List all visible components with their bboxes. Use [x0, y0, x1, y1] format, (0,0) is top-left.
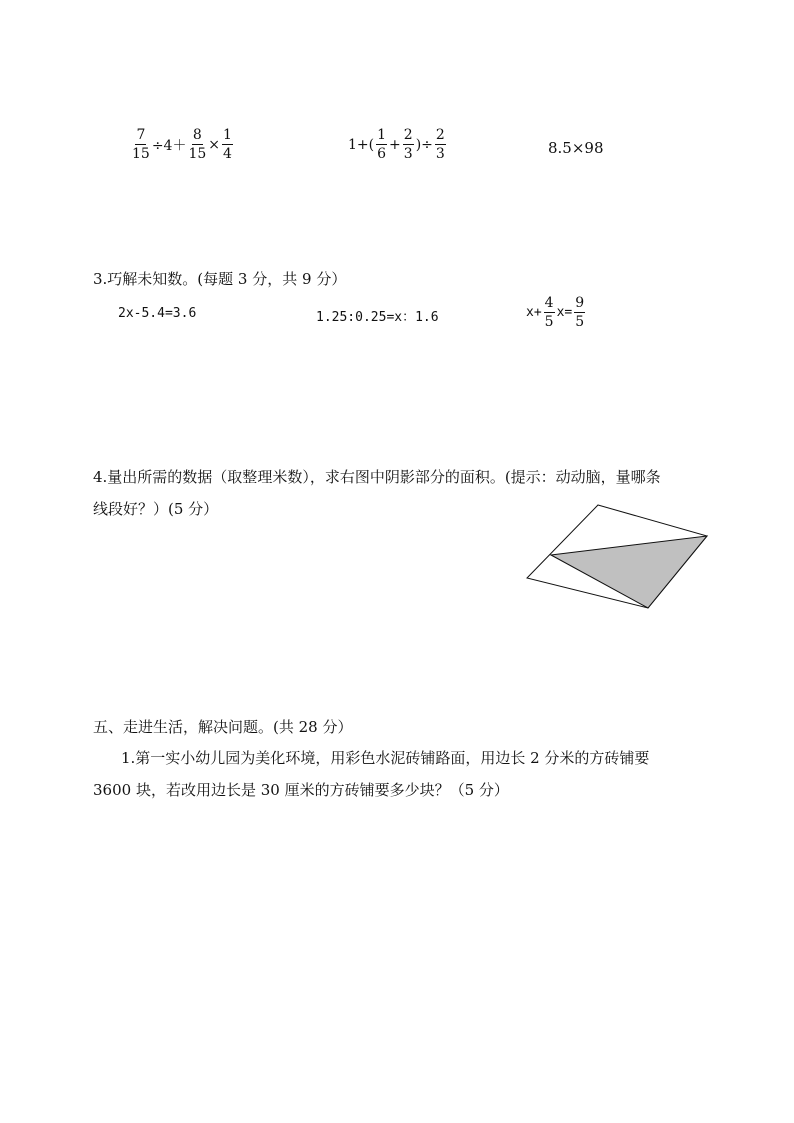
- operator: )÷: [415, 136, 433, 153]
- question-1-line-2: 3600 块，若改用边长是 30 厘米的方砖铺要多少块？（5 分）: [93, 781, 509, 799]
- expression-2: [348, 128, 448, 161]
- question-1-line-1: 1.第一实小幼儿园为美化环境，用彩色水泥砖铺路面，用边长 2 分米的方砖铺要: [121, 749, 650, 767]
- equation-3: [526, 296, 587, 329]
- fraction: $\frac{4}{5}$: [544, 295, 554, 330]
- operator: 1+(: [348, 136, 375, 153]
- fraction: $\frac{1}{6}$: [377, 127, 387, 162]
- fraction: $\frac{1}{4}$: [223, 127, 232, 162]
- operator: ×: [208, 136, 221, 153]
- equation-1: 2x-5.4=3.6: [118, 306, 197, 321]
- expression-3: 8.5×98: [548, 139, 604, 157]
- expression-1: [130, 128, 235, 161]
- operator: x=: [556, 305, 573, 320]
- operator: ÷4＋: [151, 137, 187, 154]
- operator: x+: [526, 305, 542, 320]
- section-4-line-2: 线段好？）(5 分）: [93, 500, 219, 518]
- fraction: $\frac{7}{15}$: [132, 127, 150, 162]
- section-5-title: 五、走进生活，解决问题。(共 28 分）: [93, 718, 353, 736]
- section-4-line-1: 4.量出所需的数据（取整理米数），求右图中阴影部分的面积。(提示：动动脑，量哪条: [93, 468, 661, 486]
- fraction: $\frac{9}{5}$: [575, 295, 585, 330]
- fraction: $\frac{8}{15}$: [188, 127, 207, 162]
- fraction: $\frac{2}{3}$: [435, 127, 445, 162]
- quadrilateral-figure: [520, 500, 714, 615]
- operator: +: [389, 136, 401, 153]
- section-3-title: 3.巧解未知数。(每题 3 分，共 9 分）: [93, 270, 347, 288]
- equation-2: 1.25:0.25=x：1.6: [316, 310, 439, 325]
- fraction: $\frac{2}{3}$: [403, 127, 413, 162]
- shaded-triangle: [551, 536, 707, 608]
